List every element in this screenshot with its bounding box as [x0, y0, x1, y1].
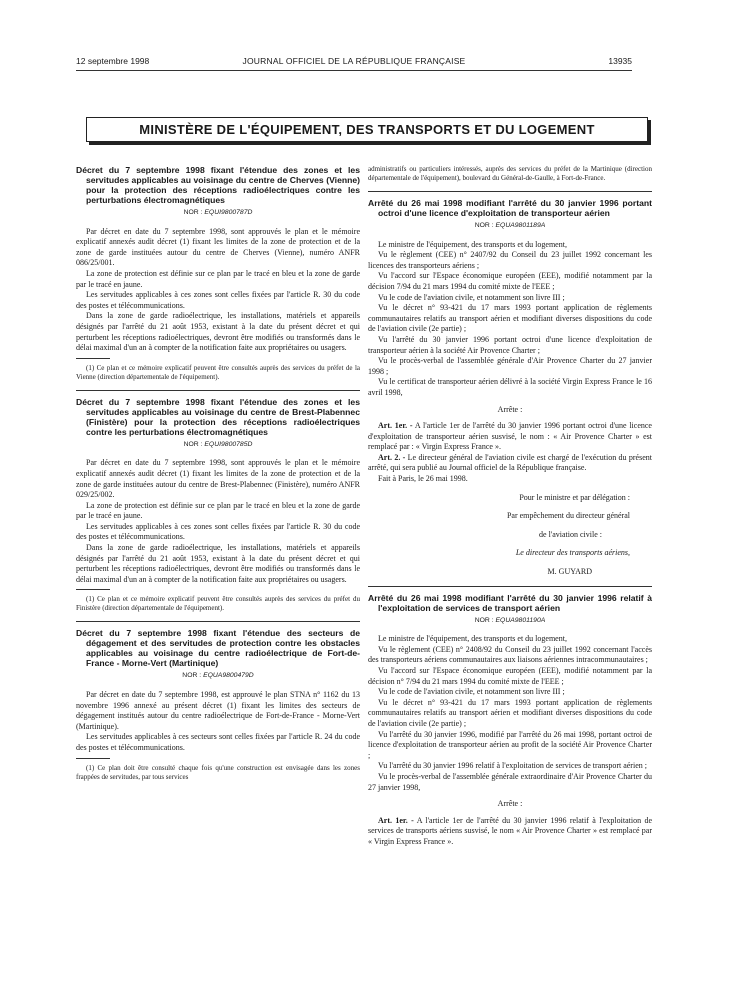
signature-line: de l'aviation civile :	[539, 529, 602, 539]
footnote: (1) Ce plan doit être consulté chaque fois qu'une construction est envisagée dans les zones frappées de servitudes, par tous services	[76, 763, 360, 781]
article-text: A l'article 1er de l'arrêté du 30 janvier 1996 relatif à l'exploitation de services de transports aériens susvisé, le nom « Air Provence Charter » est remplacé par « Virgin Express France ».	[368, 815, 652, 846]
paragraph: La zone de protection est définie sur ce plan par le tracé en bleu et la zone de garde par le tracé en jaune.	[76, 268, 360, 289]
signature-line: Par empêchement du directeur général	[506, 511, 630, 521]
ministry-title: MINISTÈRE DE L'ÉQUIPEMENT, DES TRANSPORTS ET DU LOGEMENT	[139, 122, 595, 137]
nor-line: NOR : EQUI9800787D	[183, 209, 253, 216]
arrete-heading: Arrête :	[497, 799, 523, 809]
fait-a: Fait à Paris, le 26 mai 1998.	[378, 474, 468, 484]
visa: Le ministre de l'équipement, des transports et du logement,	[378, 239, 567, 249]
paragraph: Par décret en date du 7 septembre 1998, sont approuvés le plan et le mémoire explicatif annexés audit décret (1) fixant les limites de la zone de protection et de la zone de garde instituées autour du centre de Brest-Plabennec (Finistère), numéro ANFR 029/25/002.	[76, 458, 360, 500]
footnote: (1) Ce plan et ce mémoire explicatif peuvent être consultés auprès des services du préfet du Finistère (direction départementale de l'équipement).	[76, 595, 360, 613]
paragraph: Dans la zone de garde radioélectrique, les installations, matériels et appareils désignés par l'arrêté du 21 août 1953, existant à la date du présent décret et qui perturbent les réceptions radioélectriques, devront être modifiés ou transformés dans le délai maximal d'un an à compter de la notification faite aux propriétaires ou usagers.	[76, 311, 360, 353]
ministry-banner	[86, 117, 648, 142]
arrete-licence	[368, 198, 652, 578]
header-rule	[76, 70, 632, 71]
footnote-continuation: administratifs ou particuliers intéressés, auprès des services du préfet de la Martinique (direction départementale de l'équipement), boulevard du Général-de-Gaulle, à Fort-de-France.	[368, 165, 652, 182]
nor-code: EQUI9800787D	[204, 209, 253, 216]
visa: Le ministre de l'équipement, des transports et du logement,	[378, 634, 567, 644]
nor-code: EQUA9801190A	[495, 616, 546, 624]
visa: Vu l'accord sur l'Espace économique européen (EEE), modifié notamment par la décision 7/94 du 21 mars 1994 du comité mixte de l'EEE ;	[368, 271, 652, 291]
section-divider	[76, 621, 360, 622]
visa: Vu le décret n° 93-421 du 17 mars 1993 portant application de règlements communautaires relatifs au transport aérien et modifiant diverses dispositions du code de l'aviation civile (2e partie) ;	[368, 697, 652, 728]
decree-fort-de-france	[76, 628, 360, 781]
page-number: 13935	[608, 56, 632, 66]
article-label: Art. 1er. -	[378, 421, 413, 431]
left-column	[76, 165, 360, 782]
article-1	[368, 816, 652, 848]
decree-brest	[76, 397, 360, 614]
nor-code: EQUI9800785D	[204, 440, 253, 448]
paragraph: Par décret en date du 7 septembre 1998, sont approuvés le plan et le mémoire explicatif annexés audit décret (1) fixant les limites de la zone de protection et de la zone de garde instituées autour du centre de Cherves (Vienne), numéro ANFR 086/25/001.	[76, 226, 360, 268]
right-column	[368, 165, 652, 848]
visa: Vu l'arrêté du 30 janvier 1996 portant octroi d'une licence d'exploitation de transporteur aérien à la société Air Provence Charter ;	[368, 334, 652, 355]
signature-line: Pour le ministre et par délégation :	[519, 492, 630, 502]
journal-title: JOURNAL OFFICIEL DE LA RÉPUBLIQUE FRANÇAISE	[242, 56, 466, 66]
visa: Vu l'arrêté du 30 janvier 1996, modifié par l'arrêté du 26 mai 1998, portant octroi de licence d'exploitation de transporteur aérien au profit de la société Air Provence Charter ;	[368, 729, 652, 760]
paragraph: Les servitudes applicables à ces zones sont celles fixées par l'article R. 30 du code des postes et télécommunications.	[76, 290, 360, 310]
article-text: A l'article 1er de l'arrêté du 30 janvier 1996 portant octroi d'une licence d'exploitation de transporteur aérien susvisé, le nom : « Air Provence Charter » est remplacé par : « Virgin Express France ».	[368, 421, 652, 452]
signatory-name: M. GUYARD	[547, 567, 592, 577]
section-divider	[368, 586, 652, 587]
nor-line: NOR : EQUI9800785D	[183, 440, 253, 448]
nor-code: EQUA9801189A	[495, 222, 546, 229]
visa: Vu le règlement (CEE) n° 2407/92 du Conseil du 23 juillet 1992 concernant les licences des transporteurs aériens ;	[368, 250, 652, 270]
visa: Vu le règlement (CEE) n° 2408/92 du Conseil du 23 juillet 1992 concernant l'accès des transporteurs aériens communautaires aux liaisons aériennes intracommunautaires ;	[368, 644, 652, 665]
article-1	[368, 421, 652, 453]
section-divider	[368, 191, 652, 192]
paragraph: La zone de protection est définie sur ce plan par le tracé en bleu et la zone de garde par le tracé en jaune.	[76, 500, 360, 521]
decree-title: Décret du 7 septembre 1998 fixant l'étendue des secteurs de dégagement et des servitudes de protection contre les obstacles applicables au voisinage du centre radioélectrique de Fort-de-France - Morne-Vert (Martinique)	[76, 628, 360, 669]
nor-line: NOR : EQUA9800479D	[182, 672, 254, 680]
visa: Vu le décret n° 93-421 du 17 mars 1993 portant application de règlements communautaires relatifs au transport aérien et modifiant diverses dispositions du code de l'aviation civile (2e partie) ;	[368, 303, 652, 334]
footnote: (1) Ce plan et ce mémoire explicatif peuvent être consultés auprès des services du préfet de la Vienne (direction départementale de l'équipement).	[76, 363, 360, 381]
visa: Vu le code de l'aviation civile, et notamment son livre III ;	[378, 687, 565, 697]
nor-line: NOR : EQUA9801190A	[474, 616, 546, 624]
footnote-rule	[76, 358, 110, 359]
arrete-heading: Arrête :	[497, 404, 523, 414]
footnote-rule	[76, 758, 110, 759]
section-divider	[76, 390, 360, 391]
arrete-title: Arrêté du 26 mai 1998 modifiant l'arrêté du 30 janvier 1996 portant octroi d'une licence d'exploitation de transporteur aérien	[368, 198, 652, 218]
visa: Vu le code de l'aviation civile, et notamment son livre III ;	[378, 292, 565, 302]
arrete-title: Arrêté du 26 mai 1998 modifiant l'arrêté du 30 janvier 1996 relatif à l'exploitation de services de transport aérien	[368, 592, 652, 613]
paragraph: Les servitudes applicables à ces secteurs sont celles fixées par l'article R. 24 du code des postes et télécommunications.	[76, 732, 360, 752]
article-label: Art. 2. -	[378, 452, 406, 462]
visa: Vu l'accord sur l'Espace économique européen (EEE), modifié notamment par la décision n° 7/94 du 21 mars 1994 du comité mixte de l'EEE ;	[368, 666, 652, 686]
visa: Vu le procès-verbal de l'assemblée générale d'Air Provence Charter du 27 janvier 1998 ;	[368, 356, 652, 376]
article-2	[368, 453, 652, 474]
decree-title: Décret du 7 septembre 1998 fixant l'étendue des zones et les servitudes applicables au voisinage du centre de Brest-Plabennec (Finistère) pour la protection des réceptions radioélectriques contre les perturbations électromagnétiques	[76, 396, 360, 437]
page-header	[76, 56, 632, 68]
article-text: Le directeur général de l'aviation civile est chargé de l'exécution du présent arrêté, qui sera publié au Journal officiel de la République française.	[368, 452, 652, 473]
signature-line: Le directeur des transports aériens,	[515, 548, 630, 558]
paragraph: Par décret en date du 7 septembre 1998, est approuvé le plan STNA n° 1162 du 13 novembre 1996 annexé au présent décret (1) fixant les limites des secteurs de dégagement institués autour du centre radioélectrique de Fort-de-France - Morne-Vert (Martinique).	[76, 690, 360, 731]
paragraph: Dans la zone de garde radioélectrique, les installations, matériels et appareils désignés par l'arrêté du 21 août 1953, existant à la date du présent décret et qui perturbent les réceptions radioélectriques, devront être modifiés ou transformés dans le délai maximal d'un an à compter de la notification faite aux propriétaires ou usagers.	[76, 543, 360, 584]
visa: Vu l'arrêté du 30 janvier 1996 relatif à l'exploitation de services de transport aérien ;	[378, 761, 647, 771]
paragraph: Les servitudes applicables à ces zones sont celles fixées par l'article R. 30 du code des postes et télécommunications.	[76, 521, 360, 542]
footnote-rule	[76, 589, 110, 590]
article-label: Art. 1er. -	[378, 815, 414, 825]
visa: Vu le procès-verbal de l'assemblée générale extraordinaire d'Air Provence Charter du 27 janvier 1998,	[368, 771, 652, 792]
decree-title: Décret du 7 septembre 1998 fixant l'étendue des zones et les servitudes applicables au voisinage du centre de Cherves (Vienne) pour la protection des réceptions radioélectriques contre les perturbations électromagnétiques	[76, 165, 360, 205]
nor-line: NOR : EQUA9801189A	[474, 222, 546, 229]
header-date: 12 septembre 1998	[76, 56, 150, 66]
nor-code: EQUA9800479D	[203, 672, 254, 680]
visa: Vu le certificat de transporteur aérien délivré à la société Virgin Express France le 16 avril 1998,	[368, 377, 652, 397]
decree-cherves	[76, 165, 360, 382]
arrete-services	[368, 593, 652, 848]
